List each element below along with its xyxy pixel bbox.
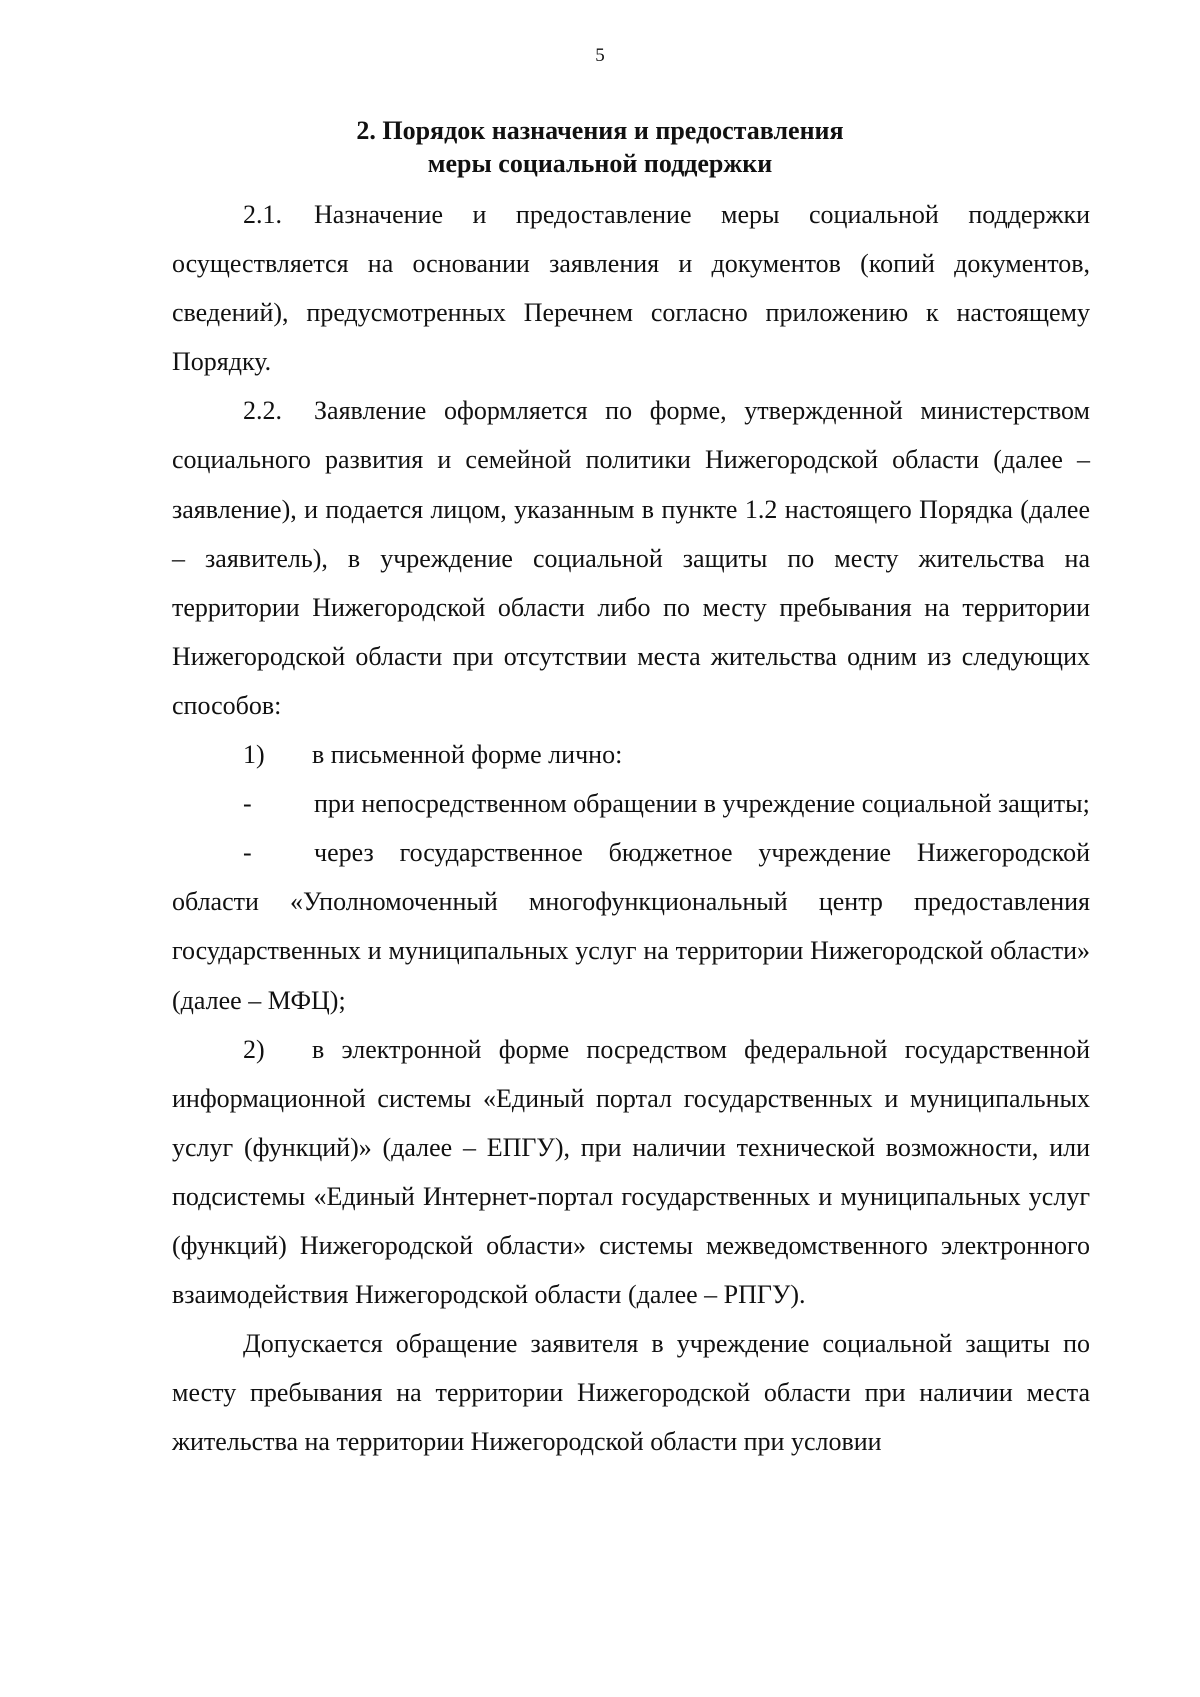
list-item-text: при непосредственном обращении в учреждение социальной защиты; — [314, 789, 1090, 819]
list-item-text: в письменной форме лично: — [312, 740, 623, 770]
paragraph-label: 2.1. — [243, 200, 282, 229]
section-title-line-1: 2. Порядок назначения и предоставления — [356, 116, 844, 145]
section-title — [0, 114, 1200, 180]
list-subitem-dash-2 — [172, 828, 1090, 1024]
list-item-label: 1) — [243, 740, 265, 770]
list-item-1 — [172, 730, 1090, 779]
paragraph-2-2 — [172, 386, 1090, 730]
list-item-2 — [172, 1025, 1090, 1320]
paragraph-text: Допускается обращение заявителя в учреждение социальной защиты по месту пребывания на территории Нижегородской области при наличии места жительства на территории Нижегородской области при условии — [172, 1329, 1090, 1457]
page-number: 5 — [595, 45, 605, 66]
list-item-label: 2) — [243, 1034, 265, 1064]
list-item-text: через государственное бюджетное учреждение Нижегородской области «Уполномоченный многофункциональный центр предоставления государственных и муниципальных услуг на территории Нижегородской области» (далее – МФЦ); — [172, 838, 1090, 1015]
list-item-text: в электронной форме посредством федеральной государственной информационной системы «Единый портал государственных и муниципальных услуг (функций)» (далее – ЕПГУ), при наличии технической возможности, или подсистемы «Единый Интернет-портал государственных и муниципальных услуг (функций) Нижегородской области» системы межведомственного электронного взаимодействия Нижегородской области (далее – РПГУ). — [172, 1034, 1090, 1310]
paragraph-continuation — [172, 1319, 1090, 1466]
dash-label: - — [243, 789, 252, 819]
section-title-line-2: меры социальной поддержки — [427, 149, 773, 178]
paragraph-2-1 — [172, 190, 1090, 386]
document-body — [172, 190, 1090, 1466]
paragraph-label: 2.2. — [243, 396, 282, 426]
dash-label: - — [243, 838, 252, 868]
list-subitem-dash-1 — [172, 779, 1090, 828]
paragraph-text: Заявление оформляется по форме, утвержденной министерством социального развития и семейной политики Нижегородской области (далее – заявление), и подается лицом, указанным в пункте 1.2 настоящего Порядка (далее – заявитель), в учреждение социальной защиты по месту жительства на территории Нижегородской области либо по месту пребывания на территории Нижегородской области при отсутствии места жительства одним из следующих способов: — [172, 396, 1090, 720]
paragraph-text: Назначение и предоставление меры социальной поддержки осуществляется на основании заявления и документов (копий документов, сведений), предусмотренных Перечнем согласно приложению к настоящему Порядку. — [172, 200, 1090, 377]
